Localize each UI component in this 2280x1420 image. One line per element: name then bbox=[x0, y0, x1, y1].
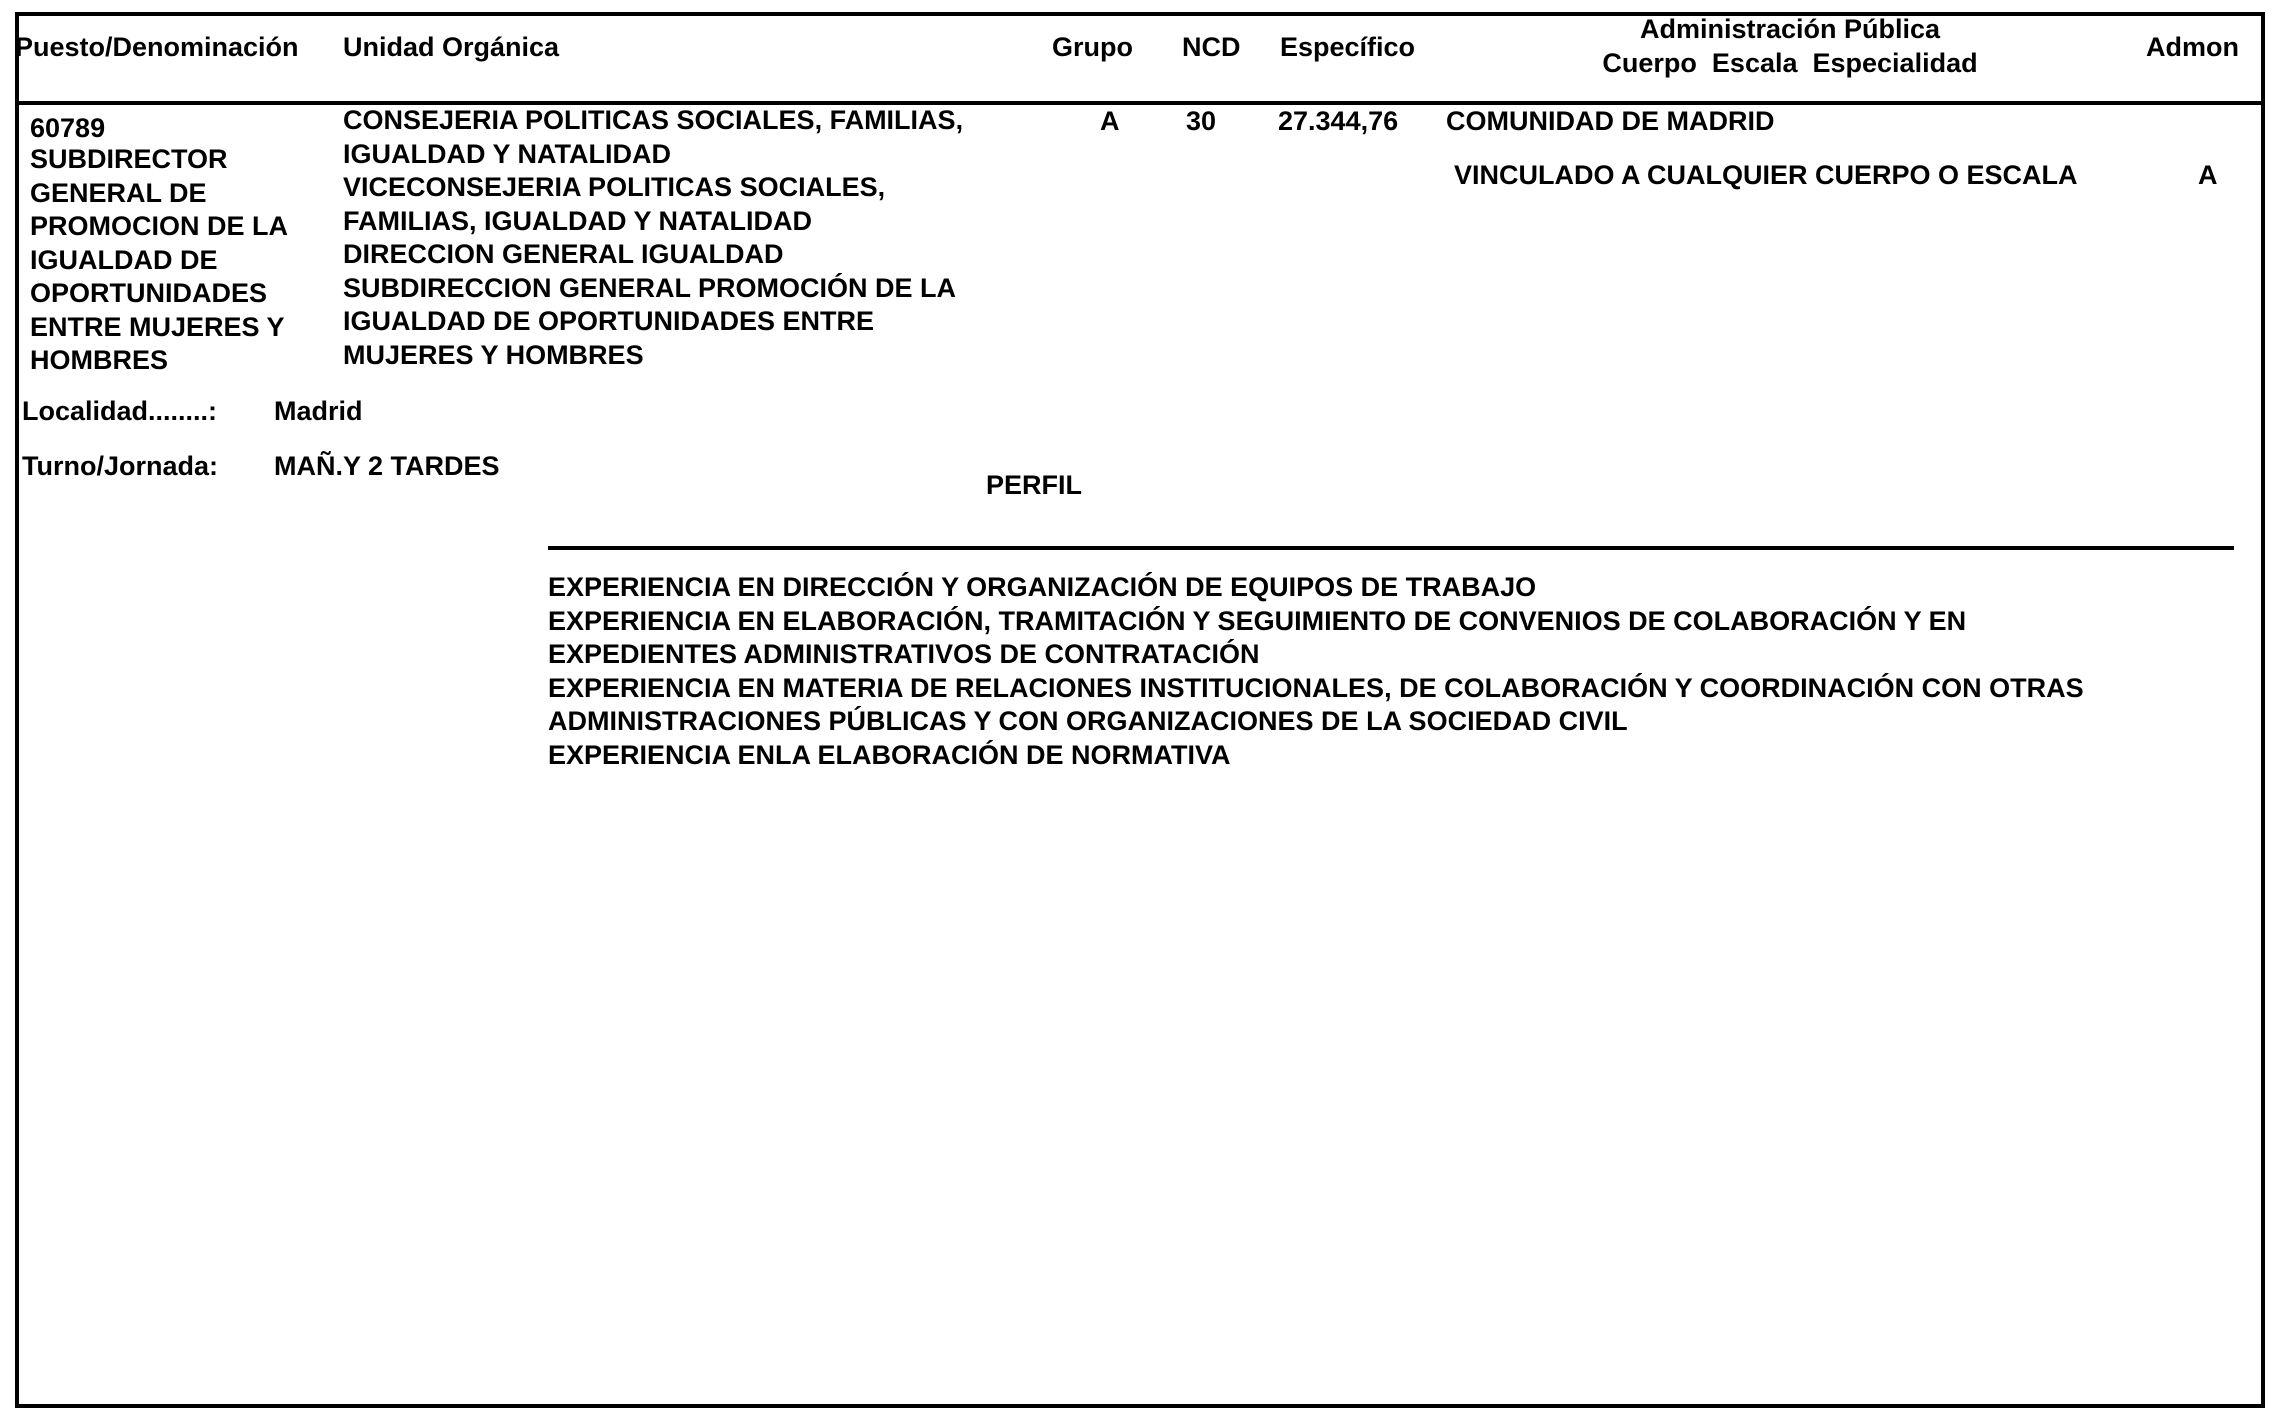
perfil-line: EXPEDIENTES ADMINISTRATIVOS DE CONTRATACIÓN bbox=[548, 639, 1260, 669]
header-grupo: Grupo bbox=[1052, 32, 1133, 62]
admon-value: A bbox=[2198, 160, 2218, 190]
cuerpo-value: VINCULADO A CUALQUIER CUERPO O ESCALA bbox=[1454, 160, 2078, 190]
puesto-line: GENERAL DE bbox=[30, 177, 207, 208]
puesto-line: SUBDIRECTOR bbox=[30, 144, 228, 174]
especifico-value: 27.344,76 bbox=[1278, 106, 1399, 136]
unidad-line: FAMILIAS, IGUALDAD Y NATALIDAD bbox=[343, 205, 812, 236]
administracion-value: COMUNIDAD DE MADRID bbox=[1446, 106, 1775, 136]
puesto-line: IGUALDAD DE bbox=[30, 244, 218, 275]
unidad-line: DIRECCION GENERAL IGUALDAD bbox=[343, 239, 784, 269]
puesto-line: OPORTUNIDADES bbox=[30, 278, 268, 308]
unidad-organica-block bbox=[343, 104, 963, 372]
perfil-line: EXPERIENCIA ENLA ELABORACIÓN DE NORMATIVA bbox=[548, 739, 1231, 770]
header-admon: Admon bbox=[2146, 32, 2239, 62]
header-unidad-organica: Unidad Orgánica bbox=[343, 32, 560, 62]
unidad-line: MUJERES Y HOMBRES bbox=[343, 339, 644, 370]
puesto-block bbox=[30, 113, 288, 378]
puesto-line: PROMOCION DE LA bbox=[30, 211, 289, 241]
perfil-title: PERFIL bbox=[986, 470, 1083, 500]
localidad-label: Localidad........: bbox=[22, 396, 218, 426]
header-ncd: NCD bbox=[1182, 32, 1241, 62]
puesto-line: ENTRE MUJERES Y bbox=[30, 311, 285, 342]
puesto-line: HOMBRES bbox=[30, 345, 169, 375]
perfil-line: EXPERIENCIA EN DIRECCIÓN Y ORGANIZACIÓN DE EQUIPOS DE TRABAJO bbox=[548, 572, 1537, 602]
header-especifico: Específico bbox=[1280, 32, 1416, 62]
unidad-line: IGUALDAD DE OPORTUNIDADES ENTRE bbox=[343, 306, 875, 336]
perfil-line: EXPERIENCIA EN ELABORACIÓN, TRAMITACIÓN Y SEGUIMIENTO DE CONVENIOS DE COLABORACIÓN Y EN bbox=[548, 605, 1967, 636]
unidad-line: SUBDIRECCION GENERAL PROMOCIÓN DE LA bbox=[343, 272, 957, 303]
grupo-value: A bbox=[1100, 106, 1120, 136]
perfil-line: EXPERIENCIA EN MATERIA DE RELACIONES INSTITUCIONALES, DE COLABORACIÓN Y COORDINACIÓN CON OTRAS bbox=[548, 672, 2084, 703]
header-administracion-publica: Administración Pública bbox=[1639, 14, 1941, 44]
unidad-line: CONSEJERIA POLITICAS SOCIALES, FAMILIAS, bbox=[343, 105, 964, 135]
ncd-value: 30 bbox=[1186, 106, 1217, 136]
turno-value: MAÑ.Y 2 TARDES bbox=[274, 451, 500, 481]
perfil-divider bbox=[548, 546, 2234, 550]
localidad-value: Madrid bbox=[274, 396, 363, 426]
perfil-block bbox=[548, 571, 2084, 772]
unidad-line: VICECONSEJERIA POLITICAS SOCIALES, bbox=[343, 172, 886, 202]
puesto-code: 60789 bbox=[30, 113, 106, 143]
header-cuerpo-escala-especialidad: Cuerpo Escala Especialidad bbox=[1602, 48, 1978, 78]
turno-label: Turno/Jornada: bbox=[22, 451, 219, 481]
perfil-line: ADMINISTRACIONES PÚBLICAS Y CON ORGANIZACIONES DE LA SOCIEDAD CIVIL bbox=[548, 706, 1628, 736]
unidad-line: IGUALDAD Y NATALIDAD bbox=[343, 138, 671, 169]
header-puesto-denominacion: Puesto/Denominación bbox=[15, 32, 299, 62]
